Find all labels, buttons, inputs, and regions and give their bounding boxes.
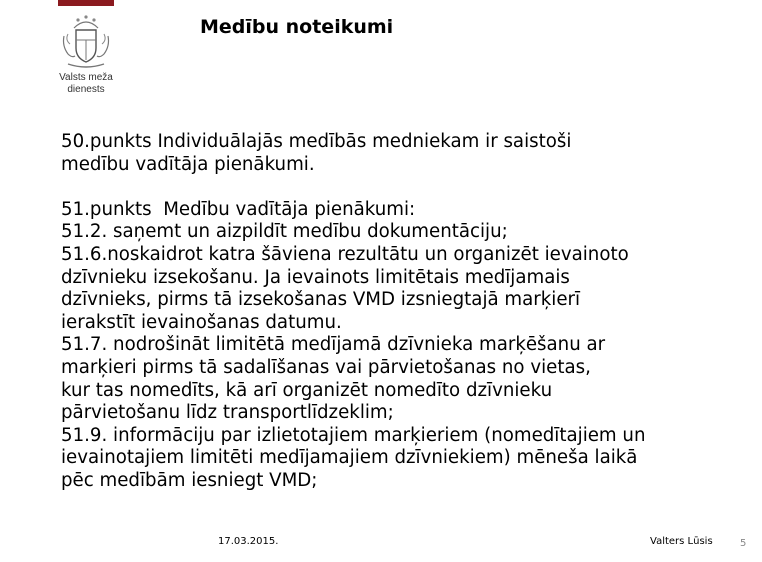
slide-body xyxy=(61,131,751,493)
body-line: pārvietošanu līdz transportlīdzeklim; xyxy=(61,402,394,424)
body-line: marķieri pirms tā sadalīšanas vai pārvietošanas no vietas, xyxy=(61,356,591,378)
body-line: pēc medībām iesniegt VMD; xyxy=(61,469,318,491)
body-line: 51.6.noskaidrot katra šāviena rezultātu un organizēt ievainoto xyxy=(61,243,629,265)
body-line: medību vadītāja pienākumi. xyxy=(61,153,315,175)
body-line: 51.2. saņemt un aizpildīt medību dokumentāciju; xyxy=(61,221,508,243)
body-line xyxy=(61,176,751,199)
body-line: 51.punkts Medību vadītāja pienākumi: xyxy=(61,198,416,220)
footer-date: 17.03.2015. xyxy=(218,536,279,547)
top-accent-bar xyxy=(58,0,114,6)
logo xyxy=(50,14,122,96)
logo-text-line-1: Valsts meža xyxy=(59,72,113,83)
logo-text-line-2: dienests xyxy=(67,84,105,95)
body-line: ievainotajiem limitēti medījamajiem dzīvniekiem) mēneša laikā xyxy=(61,447,638,469)
footer-author: Valters Lūsis xyxy=(650,536,713,547)
page-number: 5 xyxy=(740,538,747,549)
body-line: 51.7. nodrošināt limitētā medījamā dzīvnieka marķēšanu ar xyxy=(61,334,606,356)
body-line: ierakstīt ievainošanas datumu. xyxy=(61,311,342,333)
body-line: dzīvnieku izsekošanu. Ja ievainots limitētais medījamais xyxy=(61,266,570,288)
slide-title: Medību noteikumi xyxy=(200,16,394,38)
body-line: dzīvnieks, pirms tā izsekošanas VMD izsniegtajā marķierī xyxy=(61,289,581,311)
body-line: 50.punkts Individuālajās medībās medniekam ir saistoši xyxy=(61,131,572,152)
body-line: kur tas nomedīts, kā arī organizēt nomedīto dzīvnieku xyxy=(61,379,553,401)
coat-of-arms-icon xyxy=(56,14,116,72)
body-line: 51.9. informāciju par izlietotajiem marķieriem (nomedītajiem un xyxy=(61,424,646,446)
